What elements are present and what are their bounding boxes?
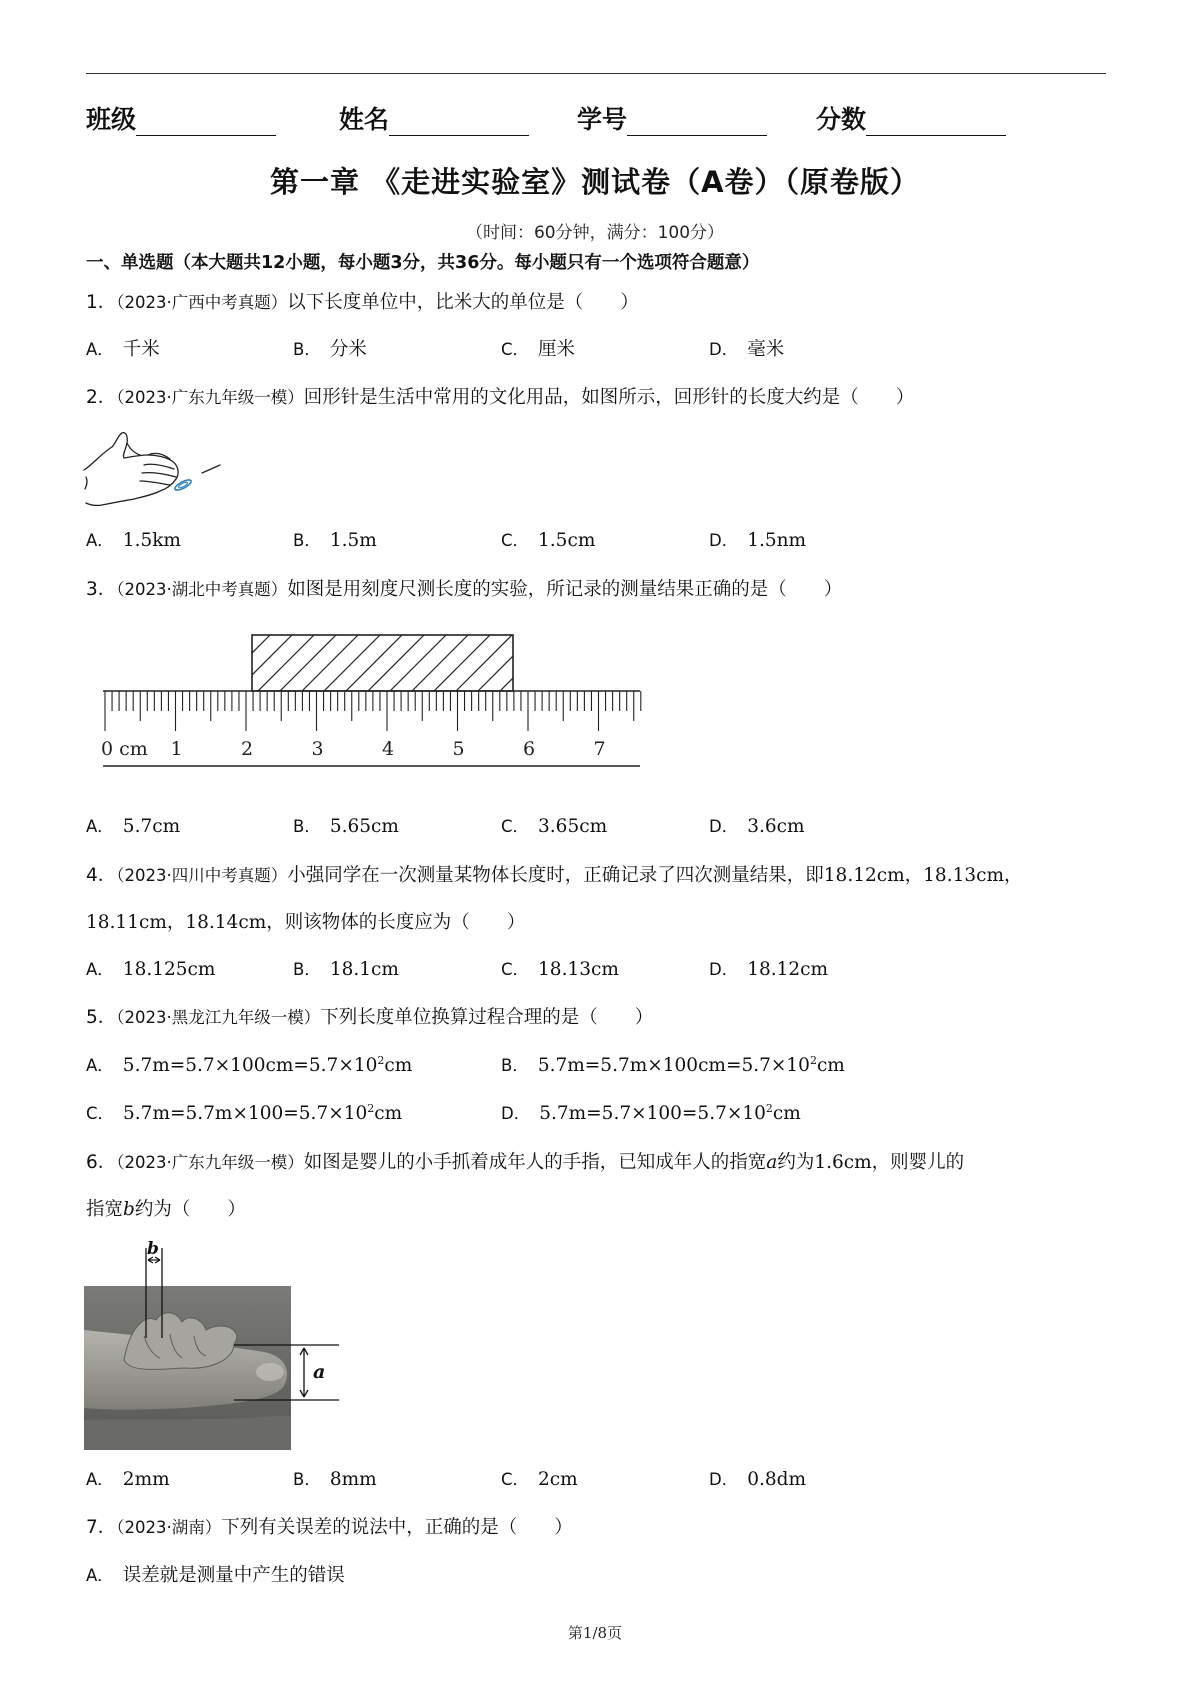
option-text: 18.125cm [122, 959, 216, 980]
measured-block [252, 635, 513, 691]
option-c[interactable] [501, 527, 595, 551]
option-b[interactable] [293, 335, 367, 361]
option-label: D． [709, 1470, 739, 1489]
hand-with-paperclip-figure [82, 425, 222, 507]
option-text: 0.8dm [747, 1469, 807, 1490]
block-hatch-line [214, 635, 270, 691]
block-hatch-line [500, 635, 556, 691]
question-text: 如图是婴儿的小手抓着成年人的手指，已知成年人的指宽 [303, 1152, 767, 1173]
option-a[interactable] [86, 1052, 412, 1076]
class-field [86, 100, 276, 136]
block-hatch-line [280, 635, 336, 691]
variable-b: b [123, 1199, 135, 1220]
question-text: 下列长度单位换算过程合理的是（ ） [320, 1007, 654, 1028]
block-hatch-line [346, 635, 402, 691]
question-number: 2． [86, 387, 117, 408]
option-text: 5.7m=5.7×100cm=5.7×10 [122, 1055, 378, 1076]
option-text: 1.5nm [747, 530, 807, 551]
figure-label-a: a [313, 1361, 326, 1383]
student-id-field [577, 100, 767, 136]
question-number: 3． [86, 579, 117, 600]
option-text: 18.13cm [538, 959, 619, 980]
option-text: 毫米 [747, 339, 785, 360]
question-source: （2023·广东九年级一模） [116, 388, 304, 407]
option-label: C． [501, 1470, 530, 1489]
option-text: 3.65cm [538, 816, 608, 837]
question-3 [86, 575, 842, 601]
question-text: 下列有关误差的说法中，正确的是（ ） [221, 1517, 573, 1538]
option-label: D． [709, 340, 739, 359]
question-text: 以下长度单位中，比米大的单位是（ ） [287, 292, 639, 313]
question-6-cont [86, 1195, 246, 1221]
option-text: 1.5m [329, 530, 377, 551]
option-text: 1.5km [122, 530, 181, 551]
option-text: 5.7cm [122, 816, 181, 837]
option-label: C． [501, 531, 530, 550]
name-blank[interactable] [389, 108, 529, 136]
option-a[interactable] [86, 527, 181, 551]
option-d[interactable] [709, 813, 805, 837]
question-1 [86, 288, 639, 314]
option-label: A． [86, 1056, 114, 1075]
ruler-label: 2 [241, 738, 254, 760]
option-text: 3.6cm [747, 816, 805, 837]
block-hatch-line [302, 635, 358, 691]
option-label: B． [293, 960, 321, 979]
question-text: 约为1.6cm，则婴儿的 [777, 1152, 965, 1173]
baby-hand-finger-figure [84, 1240, 346, 1450]
option-text: 5.7m=5.7m×100cm=5.7×10 [537, 1055, 810, 1076]
block-hatch-line [522, 635, 578, 691]
ruler-label: 4 [382, 738, 395, 760]
ruler-label: 1 [170, 738, 183, 760]
option-text: 2mm [122, 1469, 170, 1490]
option-label: A． [86, 817, 114, 836]
option-text: 2cm [538, 1469, 578, 1490]
name-label: 姓名 [339, 105, 390, 134]
name-field [339, 100, 529, 136]
student-id-label: 学号 [577, 105, 628, 134]
option-a[interactable] [86, 1561, 345, 1587]
option-unit: cm [384, 1055, 413, 1076]
block-hatch-line [390, 635, 446, 691]
question-6 [86, 1148, 964, 1174]
exam-subtitle: （时间：60分钟，满分：100分） [465, 223, 725, 243]
option-label: C． [501, 960, 530, 979]
question-4 [86, 861, 1023, 887]
option-d[interactable] [709, 527, 806, 551]
question-4-cont [86, 908, 525, 934]
option-label: B． [293, 531, 321, 550]
figure-label-b: b [147, 1240, 159, 1259]
option-label: A． [86, 531, 114, 550]
option-label: D． [709, 817, 739, 836]
option-label: C． [501, 817, 530, 836]
question-5 [86, 1003, 653, 1029]
option-c[interactable] [501, 1466, 578, 1490]
option-text: 18.1cm [329, 959, 399, 980]
option-text: 千米 [122, 339, 160, 360]
option-unit: cm [374, 1103, 403, 1124]
question-source: （2023·湖北中考真题） [116, 580, 288, 599]
variable-a: a [766, 1152, 778, 1173]
block-hatch-line [368, 635, 424, 691]
question-text-line1: 小强同学在一次测量某物体长度时，正确记录了四次测量结果，即18.12cm，18.13cm， [287, 865, 1023, 886]
block-hatch-line [566, 635, 622, 691]
option-a[interactable] [86, 1466, 170, 1490]
question-text-line2: 18.11cm，18.14cm，则该物体的长度应为（ ） [86, 912, 526, 933]
option-text: 5.7m=5.7×100=5.7×10 [539, 1103, 766, 1124]
block-hatch-line [544, 635, 600, 691]
option-d[interactable] [501, 1100, 801, 1124]
option-d[interactable] [709, 956, 828, 980]
block-hatch-line [236, 635, 292, 691]
ruler-label: 0 cm [101, 738, 148, 760]
option-exponent: 2 [809, 1053, 817, 1067]
option-label: C． [501, 340, 530, 359]
option-label: B． [293, 340, 321, 359]
ruler-label: 5 [452, 738, 465, 760]
option-label: C． [86, 1104, 115, 1123]
section-heading: 一、单选题（本大题共12小题，每小题3分，共36分。每小题只有一个选项符合题意） [86, 253, 760, 273]
option-b[interactable] [293, 1466, 377, 1490]
question-number: 1． [86, 292, 117, 313]
option-exponent: 2 [367, 1101, 375, 1115]
block-hatch-line [478, 635, 534, 691]
option-b[interactable] [293, 956, 399, 980]
header-rule [86, 73, 1106, 74]
option-label: B． [293, 817, 321, 836]
question-text: 如图是用刻度尺测长度的实验，所记录的测量结果正确的是（ ） [287, 579, 843, 600]
option-label: D． [501, 1104, 531, 1123]
exam-title: 第一章 《走进实验室》测试卷（A卷）（原卷版） [269, 165, 921, 199]
score-blank[interactable] [866, 108, 1006, 136]
option-c[interactable] [501, 335, 575, 361]
option-a[interactable] [86, 813, 180, 837]
option-label: A． [86, 960, 114, 979]
block-hatch-line [434, 635, 490, 691]
option-label: A． [86, 340, 114, 359]
block-hatch-line [412, 635, 468, 691]
question-source: （2023·四川中考真题） [116, 866, 288, 885]
option-label: A． [86, 1470, 114, 1489]
question-text: 回形针是生活中常用的文化用品，如图所示，回形针的长度大约是（ ） [303, 387, 915, 408]
block-hatch-line [192, 635, 248, 691]
option-text: 误差就是测量中产生的错误 [122, 1565, 345, 1586]
option-c[interactable] [501, 813, 607, 837]
question-number: 6． [86, 1152, 117, 1173]
question-source: （2023·广东九年级一模） [116, 1153, 304, 1172]
score-field [816, 100, 1006, 136]
question-source: （2023·黑龙江九年级一模） [116, 1008, 321, 1027]
option-label: D． [709, 531, 739, 550]
option-b[interactable] [293, 813, 399, 837]
option-c[interactable] [86, 1100, 402, 1124]
option-unit: cm [816, 1055, 845, 1076]
option-label: A． [86, 1566, 114, 1585]
option-text: 5.65cm [329, 816, 399, 837]
score-label: 分数 [816, 105, 867, 134]
question-number: 7． [86, 1517, 117, 1538]
ruler-measurement-figure [100, 630, 645, 770]
student-info-bar [86, 100, 1106, 140]
option-a[interactable] [86, 335, 160, 361]
option-d[interactable] [709, 335, 784, 361]
option-unit: cm [772, 1103, 801, 1124]
question-source: （2023·广西中考真题） [116, 293, 288, 312]
question-text: 指宽 [86, 1199, 124, 1220]
question-2 [86, 383, 914, 409]
question-number: 5． [86, 1007, 117, 1028]
option-c[interactable] [501, 956, 619, 980]
option-label: B． [501, 1056, 529, 1075]
option-a[interactable] [86, 956, 215, 980]
page-footer: 第1/8页 [567, 1624, 623, 1642]
ruler-label: 3 [311, 738, 324, 760]
option-text: 18.12cm [747, 959, 829, 980]
question-number: 4． [86, 865, 117, 886]
ruler-label: 6 [523, 738, 536, 760]
option-text: 厘米 [538, 339, 576, 360]
option-text: 分米 [329, 339, 367, 360]
option-exponent: 2 [377, 1053, 385, 1067]
option-text: 8mm [329, 1469, 377, 1490]
question-source: （2023·湖南） [116, 1518, 222, 1537]
block-hatch-line [456, 635, 512, 691]
question-7 [86, 1513, 573, 1539]
block-hatch-line [324, 635, 380, 691]
option-exponent: 2 [765, 1101, 773, 1115]
option-label: B． [293, 1470, 321, 1489]
option-d[interactable] [709, 1466, 806, 1490]
option-text: 5.7m=5.7m×100=5.7×10 [123, 1103, 368, 1124]
option-b[interactable] [501, 1052, 845, 1076]
student-id-blank[interactable] [627, 108, 767, 136]
option-label: D． [709, 960, 739, 979]
option-b[interactable] [293, 527, 377, 551]
question-text: 约为（ ） [134, 1199, 246, 1220]
option-text: 1.5cm [538, 530, 596, 551]
block-hatch-line [258, 635, 314, 691]
class-blank[interactable] [136, 108, 276, 136]
class-label: 班级 [86, 105, 137, 134]
ruler-label: 7 [593, 738, 606, 760]
